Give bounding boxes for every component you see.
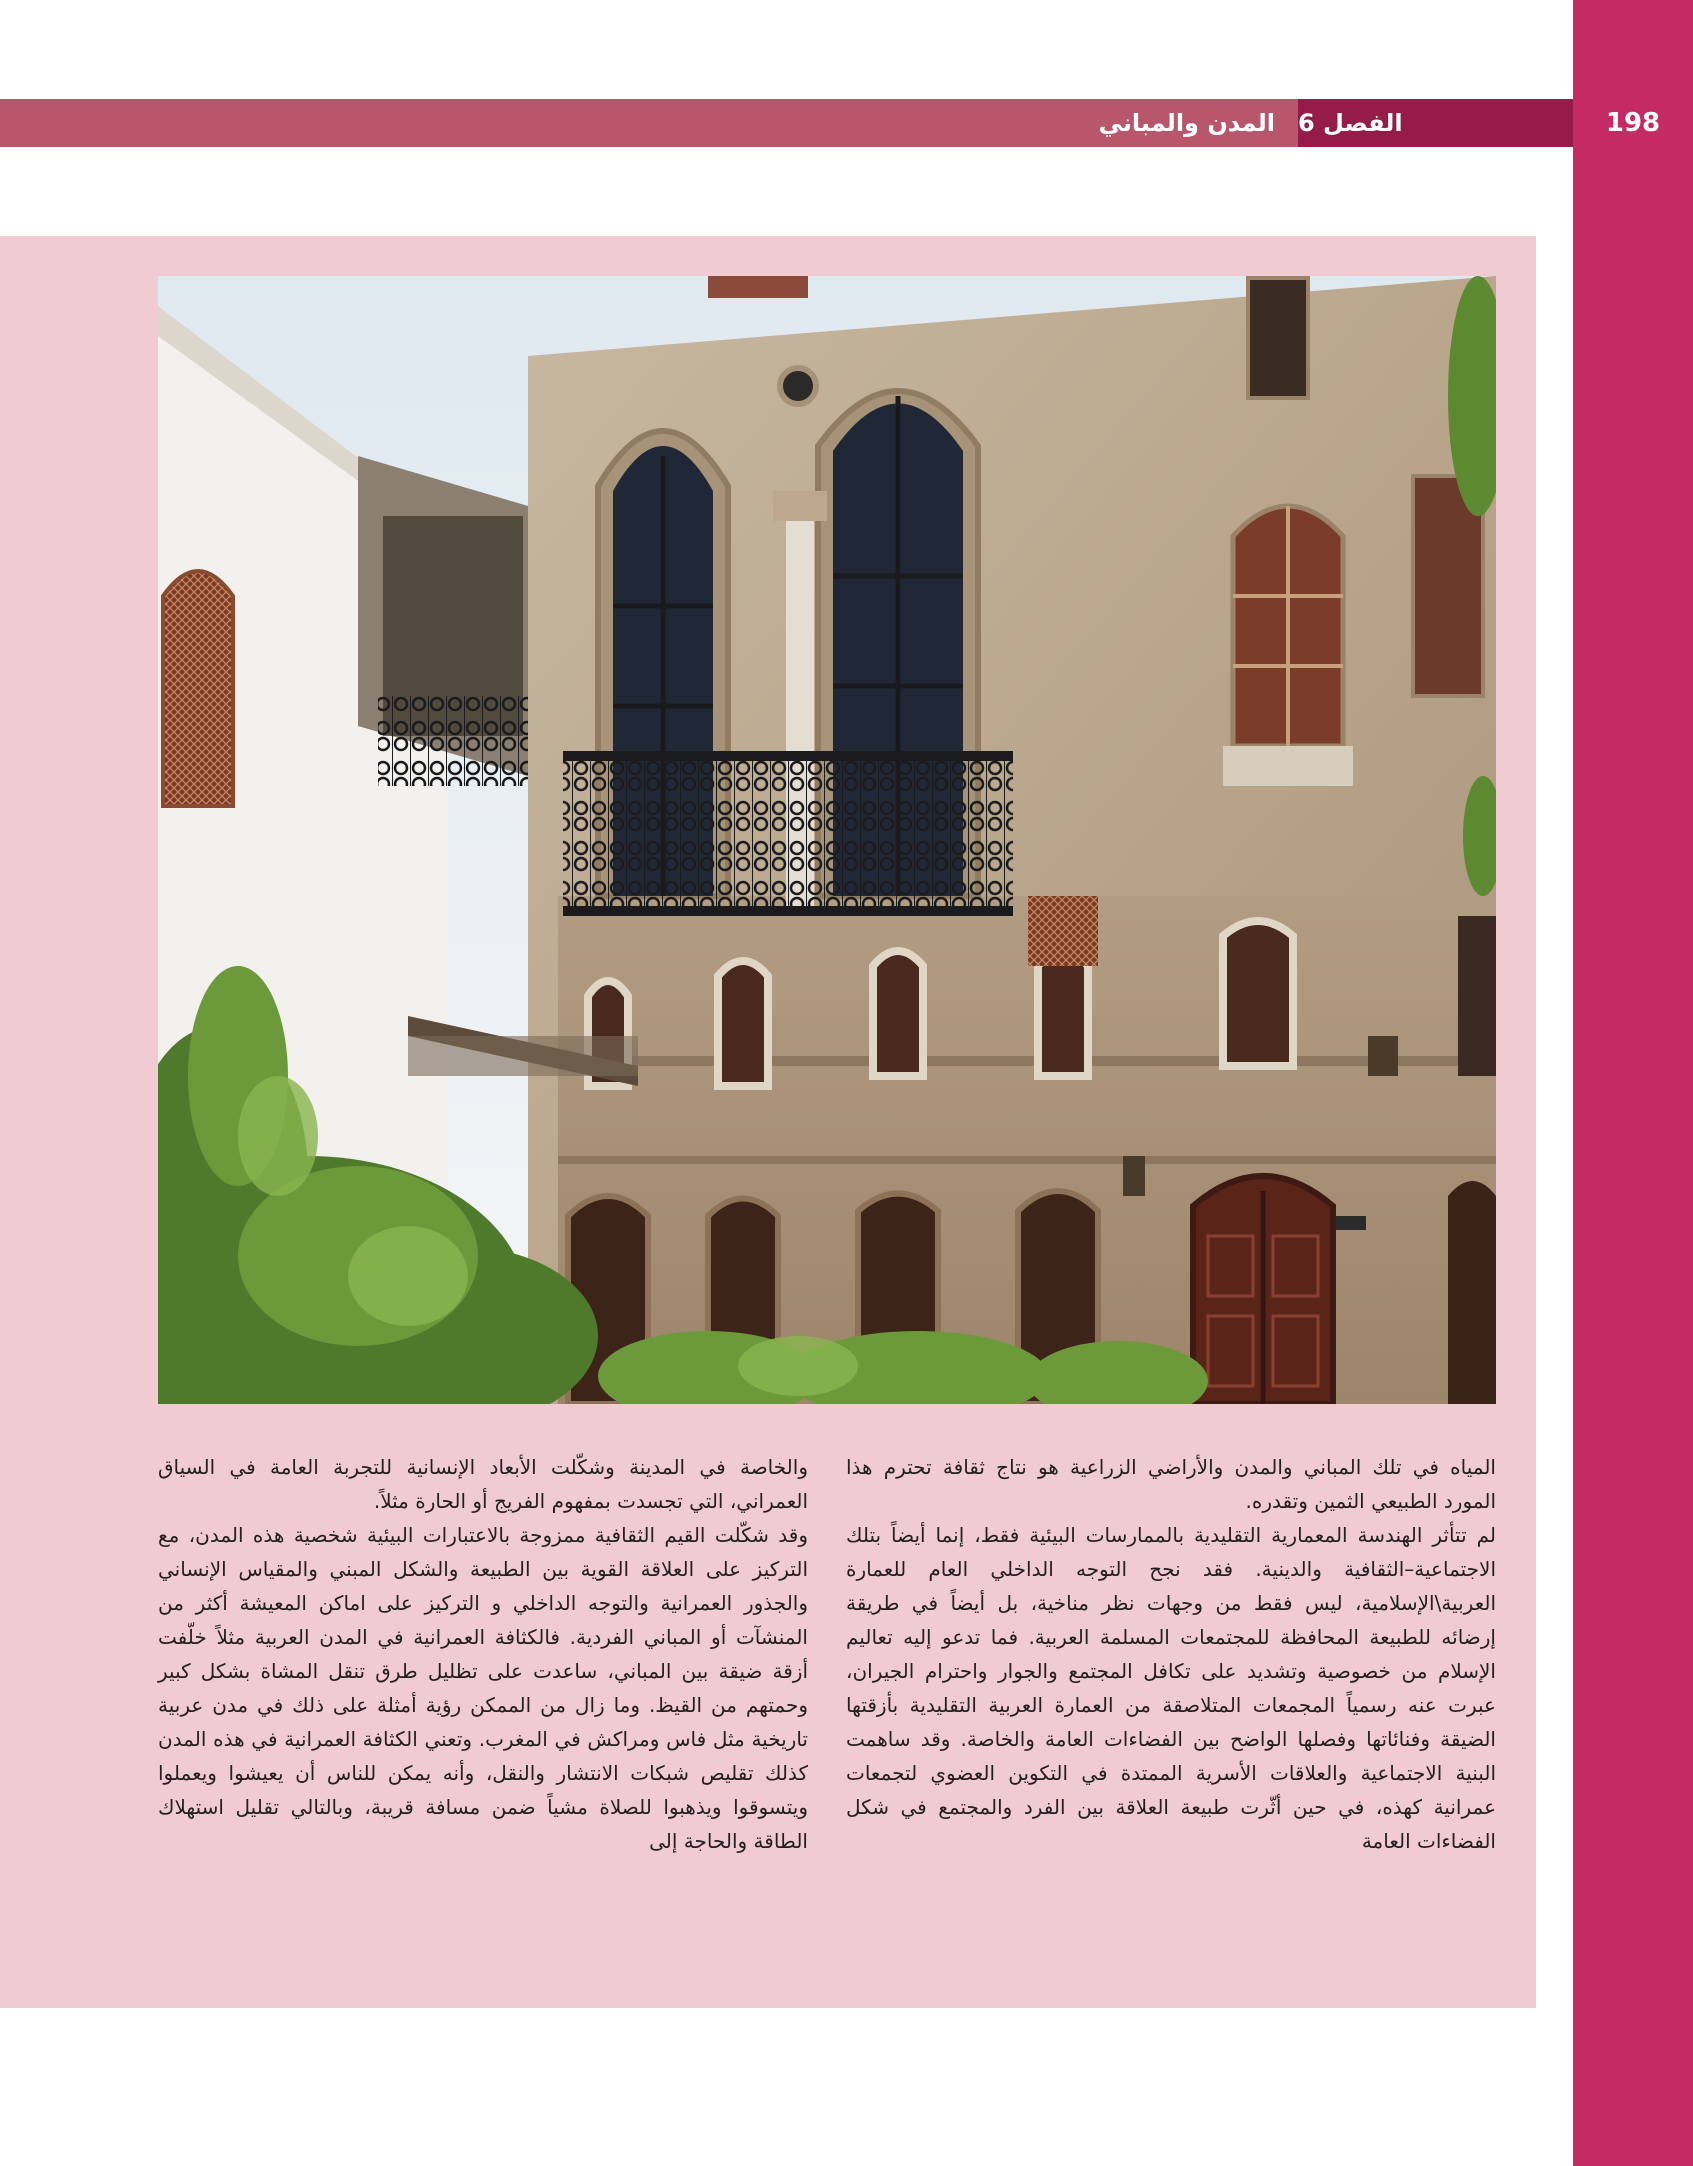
section-title: المدن والمباني: [1098, 109, 1275, 137]
body-column-right: [846, 1450, 1496, 1858]
building-photo-illustration: [158, 276, 1496, 1404]
page-number: 198: [1605, 108, 1661, 138]
paragraph: المياه في تلك المباني والمدن والأراضي الزراعية هو نتاج ثقافة تحترم هذا المورد الطبيعي الثمين وتقدره.: [846, 1455, 1496, 1513]
chapter-label: الفصل 6: [1298, 109, 1403, 137]
paragraph: وقد شكّلت القيم الثقافية ممزوجة بالاعتبارات البيئية شخصية هذه المدن، مع التركيز على العلاقة القوية بين الطبيعة والشكل المبني والمقياس الإنساني والجذور العمرانية والتوجه الداخلي و التركيز على اماكن المعيشة أكثر من المنشآت أو المباني الفردية. فالكثافة العمرانية في المدن العربية مثلاً خلّفت أزقة ضيقة بين المباني، ساعدت على تظليل طرق تنقل المشاة بشكل كبير وحمتهم من القيظ. وما زال من الممكن رؤية أمثلة على ذلك في مدن عربية تاريخية مثل فاس ومراكش في المغرب. وتعني الكثافة العمرانية في هذه المدن كذلك تقليص شبكات الانتشار والنقل، وأنه يمكن للناس أن يعيشوا ويعملوا ويتسوقوا ويذهبوا للصلاة مشياً ضمن مسافة قريبة، وبالتالي تقليل استهلاك الطاقة والحاجة إلى: [158, 1523, 808, 1853]
body-column-left: [158, 1450, 808, 1858]
paragraph: لم تتأثر الهندسة المعمارية التقليدية بالممارسات البيئية فقط، إنما أيضاً بتلك الاجتماعية–الثقافية والدينية. فقد نجح التوجه الداخلي العام للعمارة العربية\الإسلامية، ليس فقط من وجهات نظر مناخية، بل أيضاً في طريقة إرضائه للطبيعة المحافظة للمجتمعات المسلمة العربية. فما تدعو إليه تعاليم الإسلام من خصوصية وتشديد على تكافل المجتمع والجوار واحترام الجيران، عبرت عنه رسمياً المجمعات المتلاصقة من العمارة العربية التقليدية بأزقتها الضيقة وفنائاتها وفصلها الواضح بين الفضاءات العامة والخاصة. وقد ساهمت البنية الاجتماعية والعلاقات الأسرية الممتدة في التكوين العضوي لتجمعات عمرانية كهذه، في حين أثّرت طبيعة العلاقة بين الفرد والمجتمع في شكل الفضاءات العامة: [846, 1523, 1496, 1853]
paragraph: والخاصة في المدينة وشكّلت الأبعاد الإنسانية للتجربة العامة في السياق العمراني، التي تجسدت بمفهوم الفريج أو الحارة مثلاً.: [158, 1455, 808, 1513]
page-edge-strip: [1573, 0, 1693, 2166]
building-photo: [158, 276, 1496, 1404]
